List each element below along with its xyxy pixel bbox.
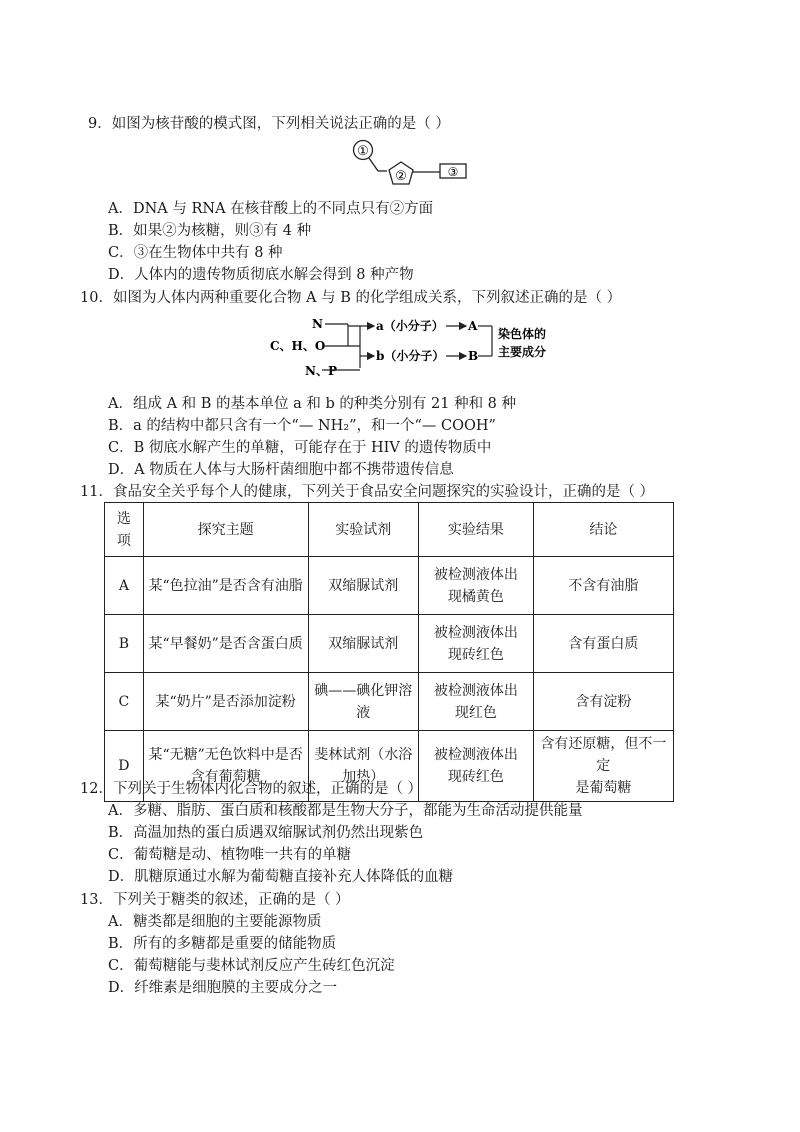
table-cell: 某“奶片”是否添加淀粉 (143, 673, 308, 731)
element-cho: C、H、O (270, 339, 326, 353)
table-row (105, 557, 674, 615)
small-molecule-a: a（小分子） (376, 319, 444, 333)
pentose-label: ② (395, 169, 407, 184)
result-line1: 染色体的 (498, 327, 547, 341)
q12-option-d: D．肌糖原通过水解为葡萄糖直接补充人体降低的血糖 (108, 869, 454, 885)
table-cell: 含有蛋白质 (533, 615, 673, 673)
element-np: N、P (305, 364, 337, 378)
q13-option-d: D．纤维素是细胞膜的主要成分之一 (108, 980, 338, 996)
element-n: N (312, 317, 323, 331)
table-cell: 被检测液体出 现砖红色 (418, 615, 533, 673)
table-cell: 含有还原糖，但不一定 是葡萄糖 (533, 731, 673, 802)
table-cell: 某“无糖”无色饮料中是否 含有葡萄糖 (143, 731, 308, 802)
header-cell: 实验结果 (418, 503, 533, 557)
table-cell: B (105, 615, 144, 673)
q10-option-d: D．A 物质在人体与大肠杆菌细胞中都不携带遗传信息 (108, 462, 454, 478)
base-label: ③ (447, 165, 459, 179)
table-cell: 被检测液体出 现红色 (418, 673, 533, 731)
q9-option-c: C．③在生物体中共有 8 种 (108, 245, 283, 261)
q12-option-a: A．多糖、脂肪、蛋白质和核酸都是生物大分子，都能为生命活动提供能量 (108, 803, 583, 819)
table-row (105, 673, 674, 731)
table-cell: 碘——碘化钾溶 液 (308, 673, 418, 731)
compound-a: A (468, 319, 478, 333)
q13-option-a: A．糖类都是细胞的主要能源物质 (108, 914, 322, 930)
q13-option-c: C．葡萄糖能与斐林试剂反应产生砖红色沉淀 (108, 958, 395, 974)
table-cell: 不含有油脂 (533, 557, 673, 615)
table-cell: 双缩脲试剂 (308, 557, 418, 615)
table-cell: C (105, 673, 144, 731)
q12-stem: 12．下列关于生物体内化合物的叙述，正确的是（ ） (80, 781, 423, 797)
table-row (105, 615, 674, 673)
nucleotide-diagram (340, 136, 480, 192)
q10-option-a: A．组成 A 和 B 的基本单位 a 和 b 的种类分别有 21 种和 8 种 (108, 396, 517, 412)
table-cell: 某“早餐奶”是否含蛋白质 (143, 615, 308, 673)
table-cell: 双缩脲试剂 (308, 615, 418, 673)
q13-stem: 13．下列关于糖类的叙述，正确的是（ ） (80, 892, 350, 908)
q9-option-d: D．人体内的遗传物质彻底水解会得到 8 种产物 (108, 267, 414, 283)
q12-option-c: C．葡萄糖是动、植物唯一共有的单糖 (108, 847, 352, 863)
table-cell: D (105, 731, 144, 802)
experiment-table (104, 502, 674, 802)
table-cell: A (105, 557, 144, 615)
q9-option-a: A．DNA 与 RNA 在核苷酸上的不同点只有②方面 (108, 201, 434, 217)
q10-stem: 10．如图为人体内两种重要化合物 A 与 B 的化学组成关系，下列叙述正确的是（ ） (80, 290, 622, 306)
table-cell: 被检测液体出 现橘黄色 (418, 557, 533, 615)
q9-stem: 9．如图为核苷酸的模式图，下列相关说法正确的是（ ） (88, 116, 450, 132)
q10-option-b: B．a 的结构中都只含有一个“— NH₂”，和一个“— COOH” (108, 418, 496, 434)
q13-option-b: B．所有的多糖都是重要的储能物质 (108, 936, 337, 952)
header-cell: 选 项 (105, 503, 144, 557)
header-cell: 实验试剂 (308, 503, 418, 557)
phosphate-label: ① (357, 144, 369, 159)
compound-diagram (270, 312, 570, 380)
table-cell: 斐林试剂（水浴 加热） (308, 731, 418, 802)
q12-option-b: B．高温加热的蛋白质遇双缩脲试剂仍然出现紫色 (108, 825, 424, 841)
small-molecule-b: b（小分子） (376, 349, 445, 363)
table-cell: 被检测液体出 现砖红色 (418, 731, 533, 802)
table-header-row (105, 503, 674, 557)
result-line2: 主要成分 (498, 345, 547, 359)
table-cell: 某“色拉油”是否含有油脂 (143, 557, 308, 615)
header-cell: 探究主题 (143, 503, 308, 557)
q9-option-b: B．如果②为核糖，则③有 4 种 (108, 223, 312, 239)
q10-option-c: C．B 彻底水解产生的单糖，可能存在于 HIV 的遗传物质中 (108, 440, 492, 456)
compound-b: B (468, 349, 479, 363)
table-cell: 含有淀粉 (533, 673, 673, 731)
header-cell: 结论 (533, 503, 673, 557)
q11-stem: 11．食品安全关乎每个人的健康，下列关于食品安全问题探究的实验设计，正确的是（ ） (80, 484, 655, 500)
